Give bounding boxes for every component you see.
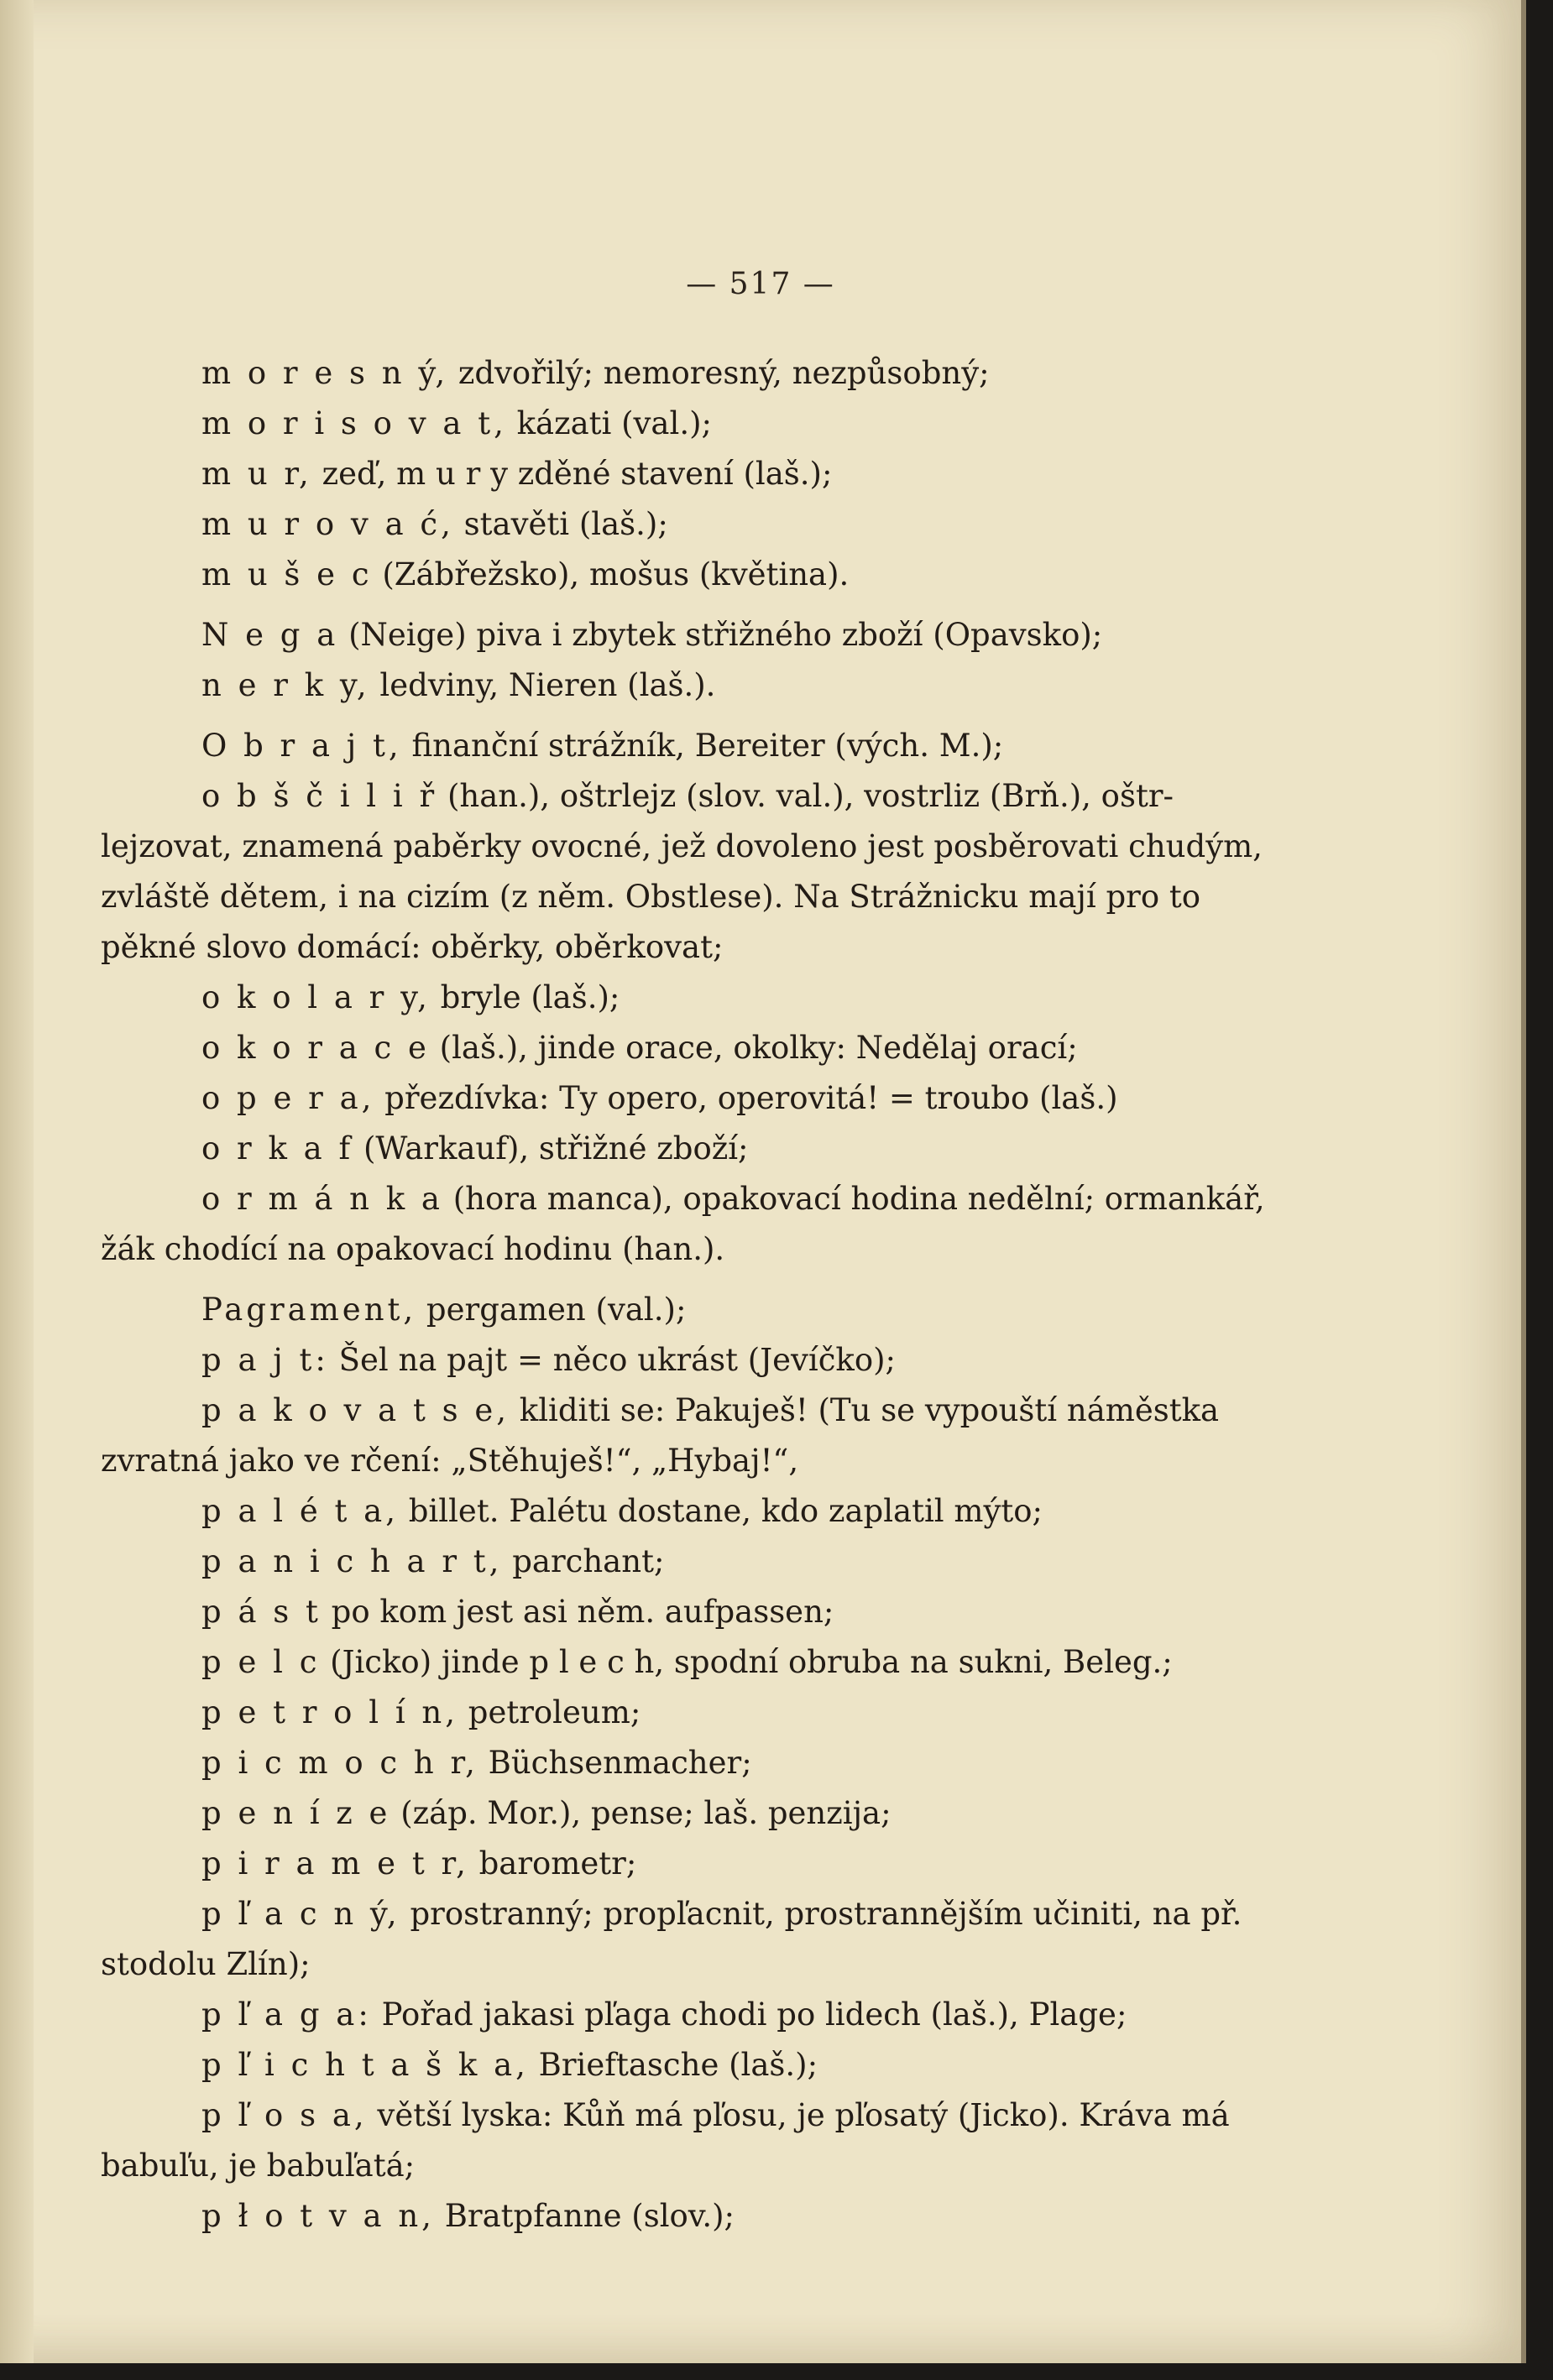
dictionary-entry: [201, 348, 1289, 399]
entry-definition: (Warkauf), střižné zboží;: [353, 1130, 749, 1167]
dictionary-entry: [201, 1738, 1289, 1788]
dictionary-entry: [201, 2191, 1289, 2242]
entry-definition: Pořad jakasi pľaga chodi po lidech (laš.), Plage;: [371, 1996, 1127, 2033]
entry-headword: p ľ a c n ý,: [201, 1896, 400, 1932]
dictionary-entry: [101, 1889, 1289, 1990]
entry-definition: billet. Palétu dostane, kdo zaplatil mýto;: [398, 1493, 1043, 1529]
entry-headword: O b r a j t,: [201, 728, 402, 764]
dictionary-entry: [201, 499, 1289, 550]
entry-headword: n e r k y,: [201, 667, 370, 703]
dictionary-entry: [101, 1637, 1289, 1688]
entry-definition: přezdívka: Ty opero, operovitá! = troubo (laš.): [374, 1080, 1118, 1116]
page-gutter: [0, 0, 34, 2363]
entry-headword: o r m á n k a: [201, 1181, 443, 1217]
entry-definition: ledviny, Nieren (laš.).: [369, 667, 716, 703]
entry-definition: (laš.), jinde orace, okolky: Nedělaj orací;: [429, 1030, 1078, 1066]
entry-headword: p e t r o l í n,: [201, 1694, 458, 1730]
entry-definition: (han.), oštrlejz (slov. val.), vostrliz (Brň.), oštr- lejzovat, znamená paběrky ovocné, jež dovoleno jest posběrovati chudým, zvláště dětem, i na cizím (z něm. Obstlese). Na Strážnicku mají pro to pěkné slovo domácí: oběrky, oběrkovat;: [101, 778, 1263, 965]
entry-definition: (Jicko) jinde p l e c h, spodní obruba na sukni, Beleg.;: [320, 1644, 1173, 1680]
entry-headword: p a j t:: [201, 1342, 329, 1378]
entry-definition: (hora manca), opakovací hodina nedělní; ormankář, žák chodící na opakovací hodinu (han.).: [101, 1181, 1265, 1267]
entry-definition: Büchsenmacher;: [478, 1745, 752, 1781]
entry-definition: parchant;: [502, 1543, 665, 1579]
entry-definition: (Neige) piva i zbytek střižného zboží (Opavsko);: [338, 617, 1103, 653]
dictionary-entry: [101, 1386, 1289, 1486]
dictionary-entry: [201, 1335, 1289, 1386]
dictionary-entry: [201, 1073, 1289, 1124]
entry-definition: zdvořilý; nemoresný, nezpůsobný;: [448, 355, 990, 391]
page-number: — 517 —: [686, 267, 835, 301]
dictionary-entry: [201, 1285, 1289, 1335]
entry-definition: Šel na pajt = něco ukrást (Jevíčko);: [328, 1342, 897, 1378]
entry-headword: o p e r a,: [201, 1080, 375, 1116]
entry-definition: pergamen (val.);: [416, 1292, 687, 1328]
dictionary-entry: [101, 2090, 1289, 2191]
entry-headword: p a n i c h a r t,: [201, 1543, 503, 1579]
dictionary-entry: [201, 1587, 1289, 1637]
entry-headword: o k o r a c e: [201, 1030, 430, 1066]
entry-definition: petroleum;: [458, 1694, 641, 1730]
entry-headword: o r k a f: [201, 1130, 354, 1167]
entry-definition: po kom jest asi něm. aufpassen;: [321, 1594, 834, 1630]
entry-definition: (Zábřežsko), mošus (květina).: [372, 556, 850, 592]
entry-headword: p e n í z e: [201, 1795, 391, 1831]
entry-definition: kliditi se: Pakuješ! (Tu se vypouští náměstka zvratná jako ve rčení: „Stěhuješ!“, „Hybaj!“,: [101, 1392, 1220, 1479]
dictionary-entry: [201, 721, 1289, 771]
entry-definition: stavěti (laš.);: [453, 506, 668, 542]
dictionary-entry: [201, 973, 1289, 1023]
dictionary-entry: [201, 1990, 1289, 2040]
dictionary-entry: [201, 1486, 1289, 1537]
entry-headword: m u š e c: [201, 556, 373, 592]
entry-headword: m u r,: [201, 456, 312, 492]
dictionary-entry: [201, 399, 1289, 449]
entry-definition: zeď, m u r y zděné stavení (laš.);: [311, 456, 833, 492]
dictionary-entry: [201, 1839, 1289, 1889]
dictionary-entry: [201, 660, 1289, 711]
dictionary-entry: [201, 2040, 1289, 2090]
dictionary-entry: [201, 1537, 1289, 1587]
entry-definition: kázati (val.);: [506, 405, 712, 441]
entry-definition: větší lyska: Kůň má pľosu, je pľosatý (Jicko). Kráva má babuľu, je babuľatá;: [101, 2097, 1230, 2184]
entry-headword: p ľ i c h t a š k a,: [201, 2047, 529, 2083]
entry-headword: p i c m o c h r,: [201, 1745, 478, 1781]
dictionary-entry: [201, 1023, 1289, 1073]
entry-headword: o b š č i l i ř: [201, 778, 438, 814]
entry-headword: m o r i s o v a t,: [201, 405, 507, 441]
entry-headword: p ł o t v a n,: [201, 2198, 435, 2234]
entry-headword: N e g a: [201, 617, 339, 653]
entry-definition: (záp. Mor.), pense; laš. penzija;: [390, 1795, 892, 1831]
entry-headword: p ľ a g a:: [201, 1996, 372, 2033]
entry-definition: Brieftasche (laš.);: [528, 2047, 818, 2083]
dictionary-entry: [201, 1124, 1289, 1174]
entry-headword: m u r o v a ć,: [201, 506, 454, 542]
dictionary-entry: [101, 771, 1289, 973]
dictionary-entry: [201, 1688, 1289, 1738]
entry-headword: p a l é t a,: [201, 1493, 399, 1529]
entry-headword: m o r e s n ý,: [201, 355, 449, 391]
entry-headword: p ľ o s a,: [201, 2097, 368, 2133]
entry-definition: finanční strážník, Bereiter (vých. M.);: [401, 728, 1004, 764]
entry-definition: Bratpfanne (slov.);: [434, 2198, 735, 2234]
dictionary-entry: [201, 550, 1289, 600]
entry-headword: p a k o v a t s e,: [201, 1392, 510, 1428]
dictionary-entry: [201, 610, 1289, 660]
entry-headword: p i r a m e t r,: [201, 1845, 469, 1882]
entry-definition: barometr;: [468, 1845, 637, 1882]
entry-headword: Pagrament,: [201, 1292, 417, 1328]
entry-headword: p á s t: [201, 1594, 322, 1630]
entry-definition: bryle (laš.);: [430, 979, 620, 1015]
entry-definition: prostranný; propľacnit, prostrannějším učiniti, na př. stodolu Zlín);: [101, 1896, 1242, 1982]
entry-headword: p e l c: [201, 1644, 321, 1680]
entry-headword: o k o l a r y,: [201, 979, 431, 1015]
dictionary-entry: [101, 1174, 1289, 1275]
dictionary-entry: [201, 449, 1289, 499]
dictionary-entry: [201, 1788, 1289, 1839]
dictionary-text: [101, 348, 1289, 2242]
